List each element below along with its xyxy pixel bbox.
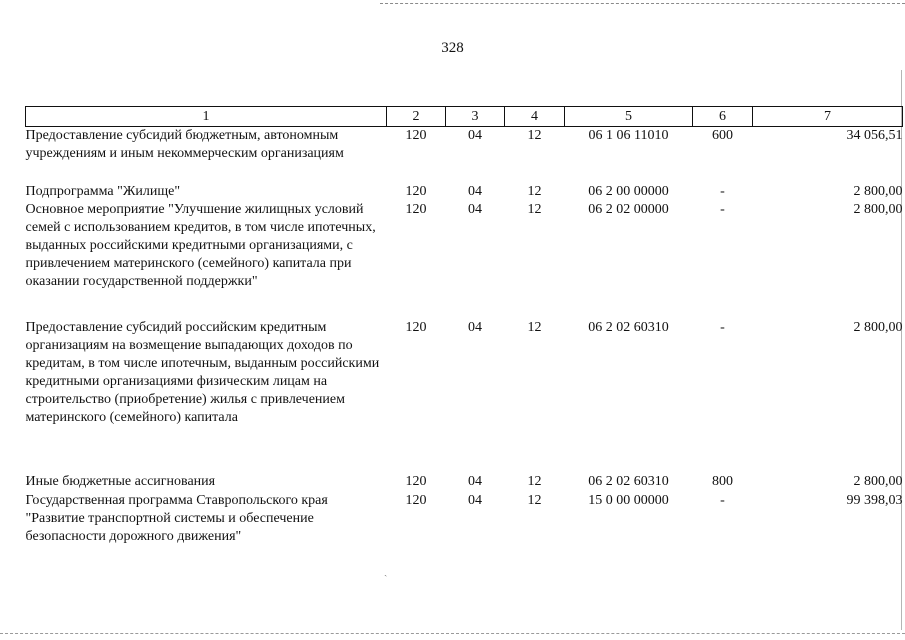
row-code-6: - xyxy=(720,319,725,335)
row-name: Предоставление субсидий бюджетным, автономным учреждениям и иным некоммерческим организациям xyxy=(25,128,344,161)
row-amount: 34 056,51 xyxy=(846,128,903,143)
row-code-2: 120 xyxy=(405,319,427,335)
row-code-2: 120 xyxy=(405,183,427,199)
table-row xyxy=(26,319,903,473)
row-name: Предоставление субсидий российским кредитным организациям на возмещение выпадающих доходов по кредитам, в том числе ипотечным, выданным российскими кредитными организациями физическим лицам на строительство (приобретение) жилья с привлечением материнского (семейного) капитала xyxy=(25,319,380,425)
row-name: Основное мероприятие "Улучшение жилищных условий семей с использованием кредитов, в том числе ипотечных, выданных российскими кредитными организациями, с привлечением материнского (семейного) капитала при оказании государственной поддержки" xyxy=(25,201,376,289)
column-header: 1 xyxy=(26,107,387,127)
row-code-4: 12 xyxy=(527,183,542,199)
budget-table xyxy=(25,106,903,548)
table-row xyxy=(26,201,903,319)
row-code-2: 120 xyxy=(405,201,427,217)
row-amount: 2 800,00 xyxy=(853,183,903,199)
column-header: 7 xyxy=(753,107,903,127)
table-row xyxy=(26,127,903,183)
table-row xyxy=(26,492,903,548)
row-code-2: 120 xyxy=(405,128,427,143)
scan-edge-bottom xyxy=(0,633,905,634)
row-code-2: 120 xyxy=(405,473,427,489)
row-code-5: 06 2 02 60310 xyxy=(588,319,669,335)
row-code-6: 800 xyxy=(712,473,733,489)
row-code-3: 04 xyxy=(468,201,482,217)
row-name: Иные бюджетные ассигнования xyxy=(25,473,216,489)
column-header: 5 xyxy=(565,107,693,127)
column-header: 4 xyxy=(505,107,565,127)
stray-mark: ˏ xyxy=(384,566,388,577)
row-code-5: 06 2 02 60310 xyxy=(588,473,669,489)
row-code-3: 04 xyxy=(468,473,482,489)
scan-edge-top xyxy=(380,3,905,4)
row-code-6: 600 xyxy=(712,128,733,143)
row-code-4: 12 xyxy=(527,201,542,217)
row-code-3: 04 xyxy=(468,183,482,199)
row-code-5: 06 2 02 00000 xyxy=(588,201,669,217)
table-row xyxy=(26,473,903,492)
column-header: 6 xyxy=(693,107,753,127)
row-amount: 2 800,00 xyxy=(853,201,903,217)
table-row xyxy=(26,183,903,201)
column-header: 2 xyxy=(387,107,446,127)
row-code-4: 12 xyxy=(527,492,542,508)
row-name: Государственная программа Ставропольского края "Развитие транспортной системы и обеспечение безопасности дорожного движения" xyxy=(25,492,328,544)
row-code-3: 04 xyxy=(468,319,482,335)
row-code-4: 12 xyxy=(527,319,542,335)
row-code-6: - xyxy=(720,492,725,508)
row-code-2: 120 xyxy=(405,492,427,508)
row-amount: 2 800,00 xyxy=(853,319,903,335)
page-number: 328 xyxy=(441,40,464,56)
row-code-5: 06 1 06 11010 xyxy=(588,128,669,143)
row-amount: 2 800,00 xyxy=(853,473,903,489)
row-code-4: 12 xyxy=(527,128,542,143)
row-code-5: 15 0 00 00000 xyxy=(588,492,669,508)
row-code-3: 04 xyxy=(468,128,482,143)
table-header-row xyxy=(26,107,903,127)
column-header: 3 xyxy=(446,107,505,127)
row-code-5: 06 2 00 00000 xyxy=(588,183,669,199)
row-code-4: 12 xyxy=(527,473,542,489)
row-code-3: 04 xyxy=(468,492,482,508)
row-name: Подпрограмма "Жилище" xyxy=(25,183,181,199)
row-code-6: - xyxy=(720,183,725,199)
row-amount: 99 398,03 xyxy=(846,492,903,508)
row-code-6: - xyxy=(720,201,725,217)
